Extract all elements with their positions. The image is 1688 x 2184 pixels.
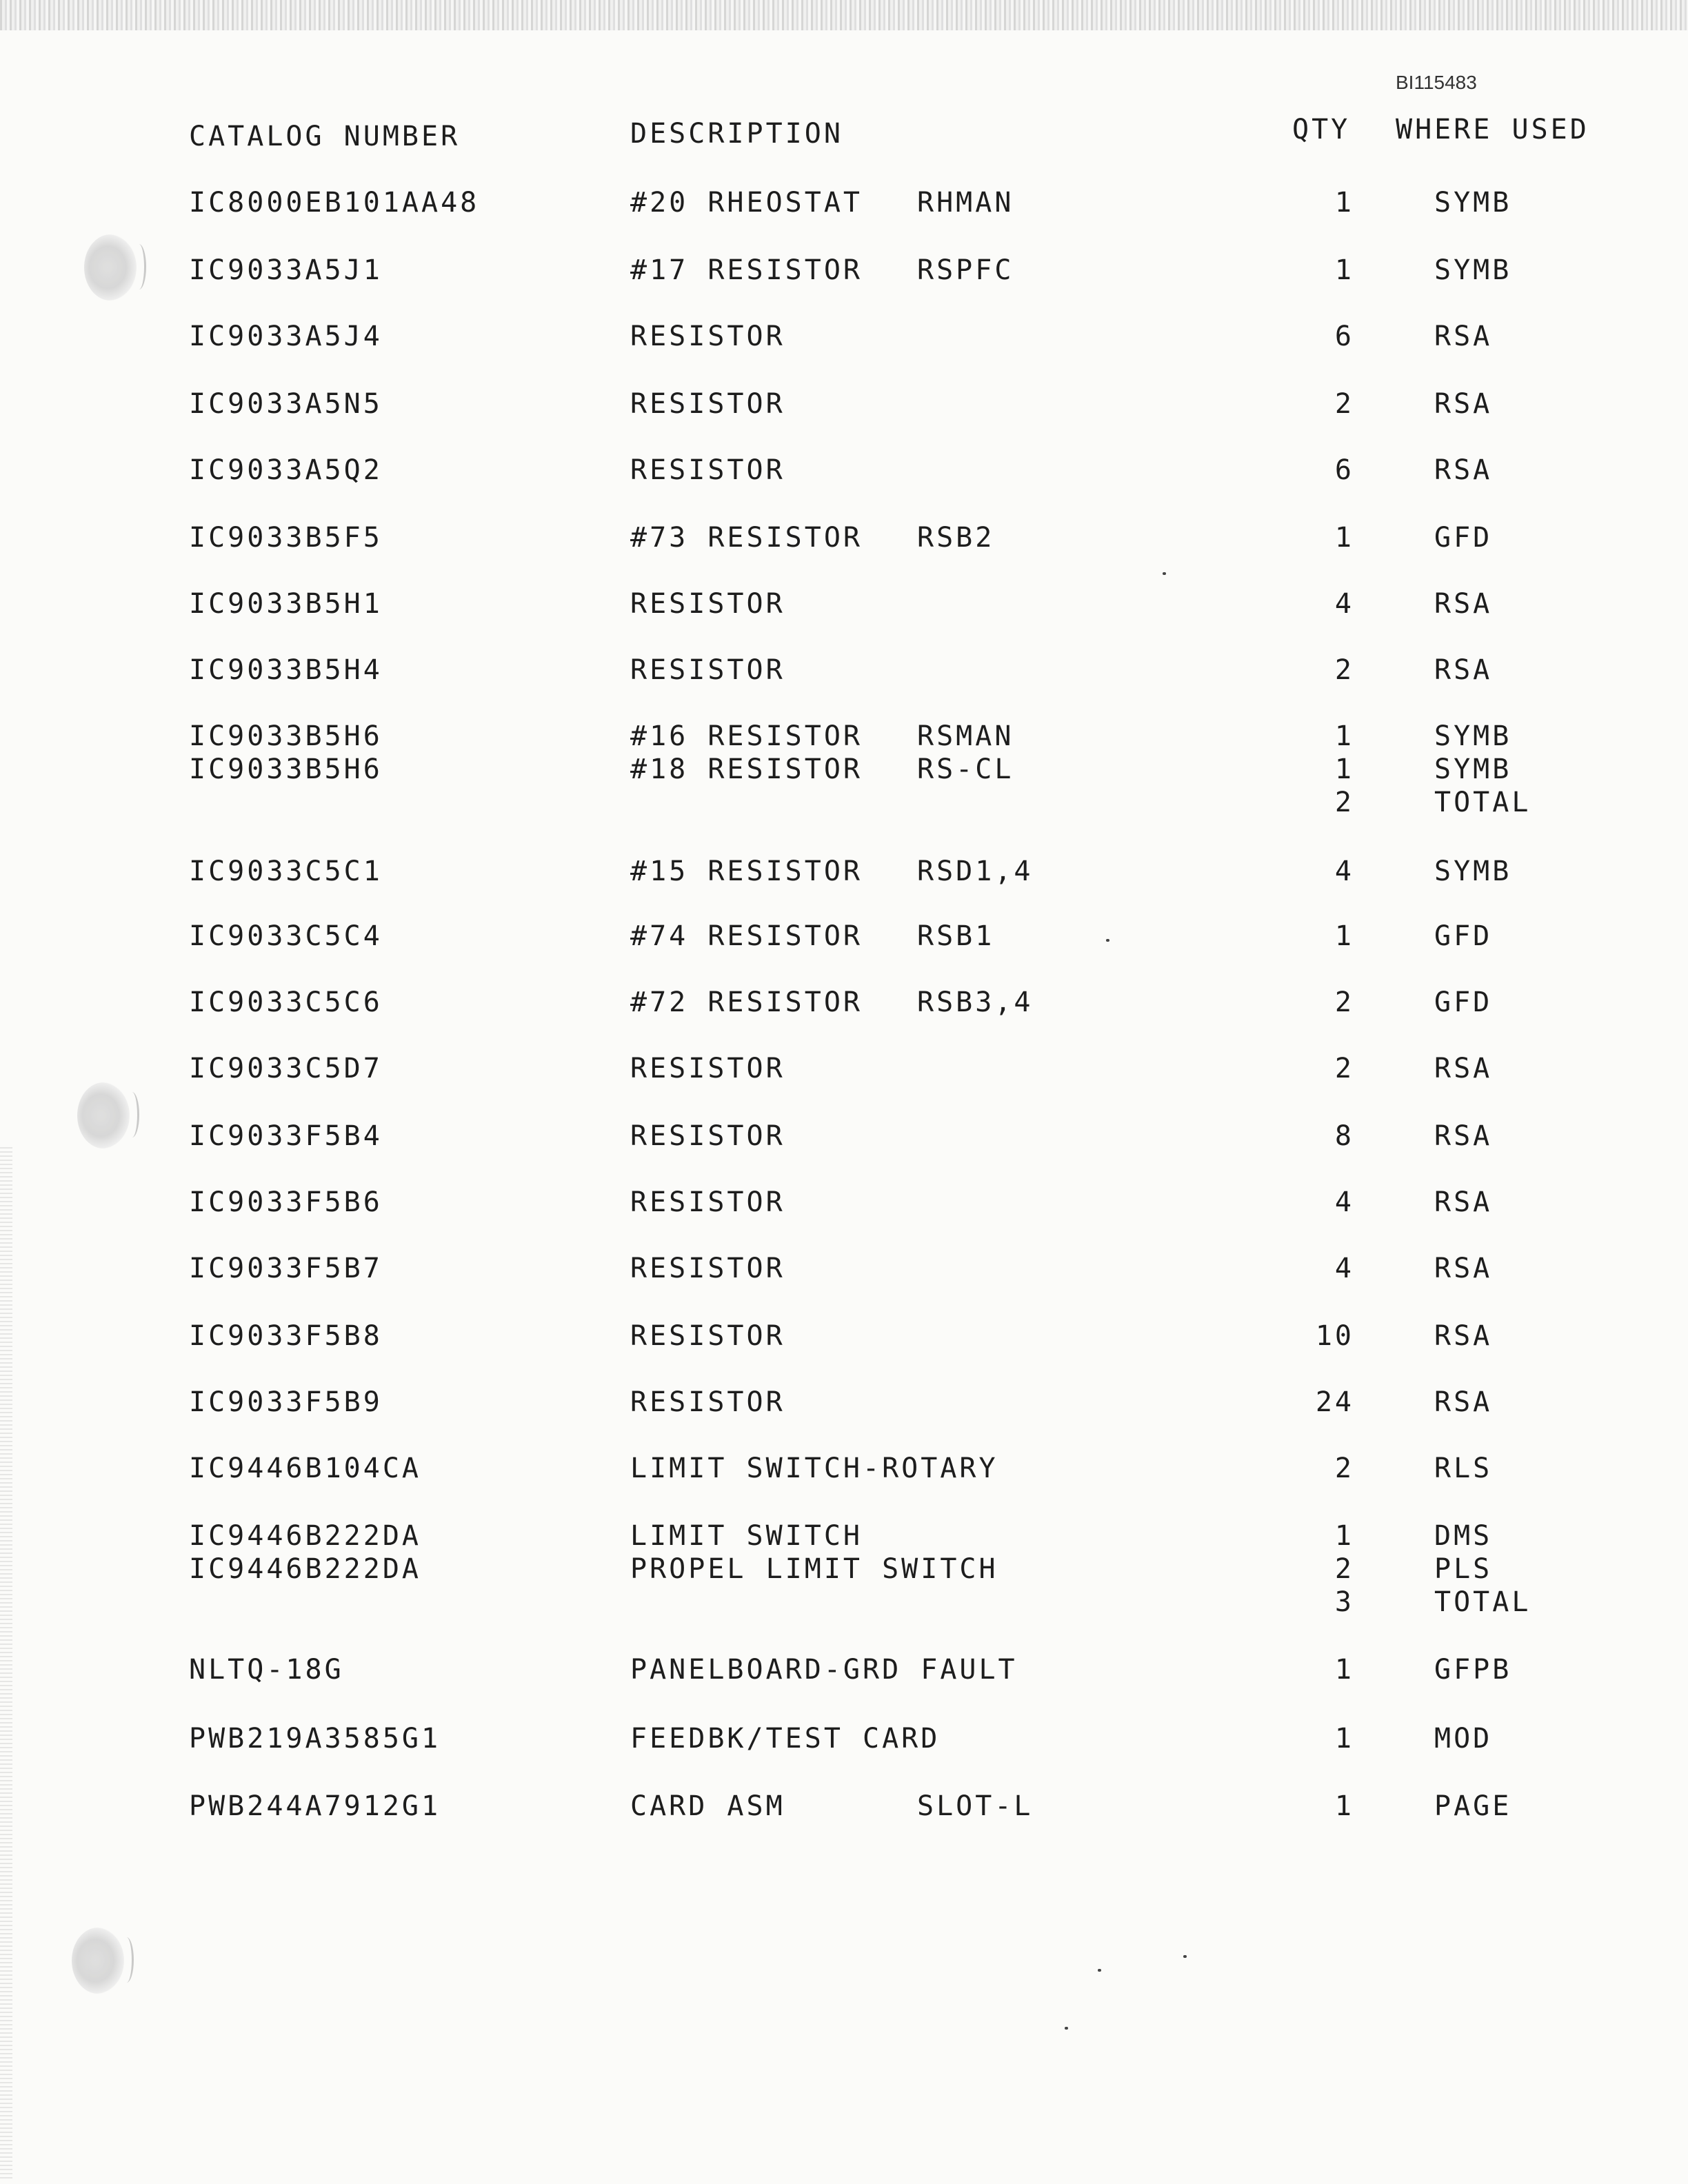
description-cell: #15 RESISTOR [630,856,863,887]
qty-cell: 2 [1334,1453,1354,1484]
qty-cell: 24 [1315,1386,1354,1418]
header-catalog-number: CATALOG NUMBER [189,121,461,152]
reference-cell: RSB3,4 [917,987,1034,1018]
description-cell: RESISTOR [630,1053,785,1084]
reference-cell: RSB2 [917,522,995,554]
description-cell: RESISTOR [630,1186,785,1218]
description-cell: #18 RESISTOR [630,754,863,785]
catalog-number-cell: IC9033A5J4 [189,321,383,352]
punch-hole-top [84,234,137,301]
where-used-cell: RSA [1434,1386,1493,1418]
qty-cell: 1 [1334,187,1354,219]
description-cell: RESISTOR [630,321,785,352]
description-cell: RESISTOR [630,1320,785,1352]
where-used-cell: TOTAL [1434,787,1531,818]
qty-cell: 1 [1334,1520,1354,1552]
description-cell: #16 RESISTOR [630,720,863,752]
where-used-cell: GFPB [1434,1654,1512,1686]
catalog-number-cell: PWB219A3585G1 [189,1723,441,1755]
scan-edge-artifact [0,1144,12,2178]
where-used-cell: RSA [1434,321,1493,352]
description-cell: RESISTOR [630,654,785,686]
speck [1106,939,1109,942]
catalog-number-cell: IC9033C5C6 [189,987,383,1018]
qty-cell: 6 [1334,321,1354,352]
qty-cell: 6 [1334,454,1354,486]
catalog-number-cell: IC9033B5H6 [189,754,383,785]
catalog-number-cell: IC9033B5H4 [189,654,383,686]
punch-hole-bottom [72,1928,124,1994]
catalog-number-cell: IC9033F5B4 [189,1120,383,1152]
catalog-number-cell: IC9446B104CA [189,1453,421,1484]
reference-cell: RS-CL [917,754,1014,785]
speck [1163,572,1166,575]
qty-cell: 1 [1334,1790,1354,1822]
reference-cell: SLOT-L [917,1790,1034,1822]
qty-cell: 1 [1334,1723,1354,1755]
qty-cell: 2 [1334,1553,1354,1585]
description-cell: PANELBOARD-GRD FAULT [630,1654,1018,1686]
catalog-number-cell: IC9033C5C1 [189,856,383,887]
speck [1098,1969,1101,1972]
catalog-number-cell: PWB244A7912G1 [189,1790,441,1822]
where-used-cell: GFD [1434,987,1493,1018]
reference-cell: RHMAN [917,187,1014,219]
description-cell: FEEDBK/TEST CARD [630,1723,941,1755]
reference-cell: RSD1,4 [917,856,1034,887]
qty-cell: 4 [1334,856,1354,887]
catalog-number-cell: IC9033A5J1 [189,254,383,286]
where-used-cell: RSA [1434,454,1493,486]
description-cell: RESISTOR [630,454,785,486]
where-used-cell: RSA [1434,1253,1493,1284]
catalog-number-cell: IC9033B5H6 [189,720,383,752]
description-cell: #73 RESISTOR [630,522,863,554]
where-used-cell: RSA [1434,388,1493,420]
catalog-number-cell: IC9033F5B6 [189,1186,383,1218]
qty-cell: 1 [1334,920,1354,952]
catalog-number-cell: IC9033F5B9 [189,1386,383,1418]
where-used-cell: MOD [1434,1723,1493,1755]
catalog-number-cell: IC9033C5D7 [189,1053,383,1084]
qty-cell: 8 [1334,1120,1354,1152]
qty-cell: 1 [1334,754,1354,785]
description-cell: #74 RESISTOR [630,920,863,952]
description-cell: RESISTOR [630,1120,785,1152]
qty-cell: 10 [1315,1320,1354,1352]
where-used-cell: PLS [1434,1553,1493,1585]
catalog-number-cell: IC9446B222DA [189,1553,421,1585]
description-cell: CARD ASM [630,1790,785,1822]
header-qty: QTY [1292,114,1351,145]
catalog-number-cell: IC9033F5B7 [189,1253,383,1284]
qty-cell: 1 [1334,254,1354,286]
speck [1183,1955,1187,1958]
catalog-number-cell: IC9033C5C4 [189,920,383,952]
description-cell: RESISTOR [630,388,785,420]
qty-cell: 1 [1334,522,1354,554]
punch-hole-middle [77,1082,130,1149]
description-cell: RESISTOR [630,1386,785,1418]
scan-artifact-strip [0,0,1688,30]
qty-cell: 3 [1334,1586,1354,1618]
where-used-cell: RLS [1434,1453,1493,1484]
catalog-number-cell: IC9033A5N5 [189,388,383,420]
qty-cell: 4 [1334,588,1354,620]
catalog-number-cell: IC9033B5H1 [189,588,383,620]
header-where-used: WHERE USED [1396,114,1589,145]
catalog-number-cell: IC9033F5B8 [189,1320,383,1352]
catalog-number-cell: IC9033B5F5 [189,522,383,554]
where-used-cell: PAGE [1434,1790,1512,1822]
reference-cell: RSMAN [917,720,1014,752]
qty-cell: 2 [1334,388,1354,420]
catalog-number-cell: NLTQ-18G [189,1654,344,1686]
description-cell: RESISTOR [630,1253,785,1284]
description-cell: RESISTOR [630,588,785,620]
catalog-number-cell: IC8000EB101AA48 [189,187,480,219]
qty-cell: 1 [1334,720,1354,752]
qty-cell: 2 [1334,987,1354,1018]
where-used-cell: SYMB [1434,720,1512,752]
where-used-cell: SYMB [1434,856,1512,887]
qty-cell: 4 [1334,1253,1354,1284]
where-used-cell: SYMB [1434,754,1512,785]
qty-cell: 1 [1334,1654,1354,1686]
catalog-number-cell: IC9033A5Q2 [189,454,383,486]
qty-cell: 2 [1334,654,1354,686]
header-description: DESCRIPTION [630,118,843,150]
where-used-cell: RSA [1434,1120,1493,1152]
where-used-cell: RSA [1434,588,1493,620]
description-cell: LIMIT SWITCH [630,1520,863,1552]
description-cell: #72 RESISTOR [630,987,863,1018]
where-used-cell: TOTAL [1434,1586,1531,1618]
catalog-number-cell: IC9446B222DA [189,1520,421,1552]
where-used-cell: SYMB [1434,187,1512,219]
reference-cell: RSPFC [917,254,1014,286]
where-used-cell: RSA [1434,1186,1493,1218]
reference-cell: RSB1 [917,920,995,952]
where-used-cell: SYMB [1434,254,1512,286]
where-used-cell: DMS [1434,1520,1493,1552]
qty-cell: 2 [1334,1053,1354,1084]
where-used-cell: GFD [1434,522,1493,554]
where-used-cell: GFD [1434,920,1493,952]
qty-cell: 2 [1334,787,1354,818]
description-cell: #20 RHEOSTAT [630,187,863,219]
where-used-cell: RSA [1434,1053,1493,1084]
where-used-cell: RSA [1434,654,1493,686]
qty-cell: 4 [1334,1186,1354,1218]
document-id: BI115483 [1396,72,1477,93]
description-cell: LIMIT SWITCH-ROTARY [630,1453,998,1484]
where-used-cell: RSA [1434,1320,1493,1352]
speck [1065,2027,1068,2030]
description-cell: PROPEL LIMIT SWITCH [630,1553,998,1585]
description-cell: #17 RESISTOR [630,254,863,286]
